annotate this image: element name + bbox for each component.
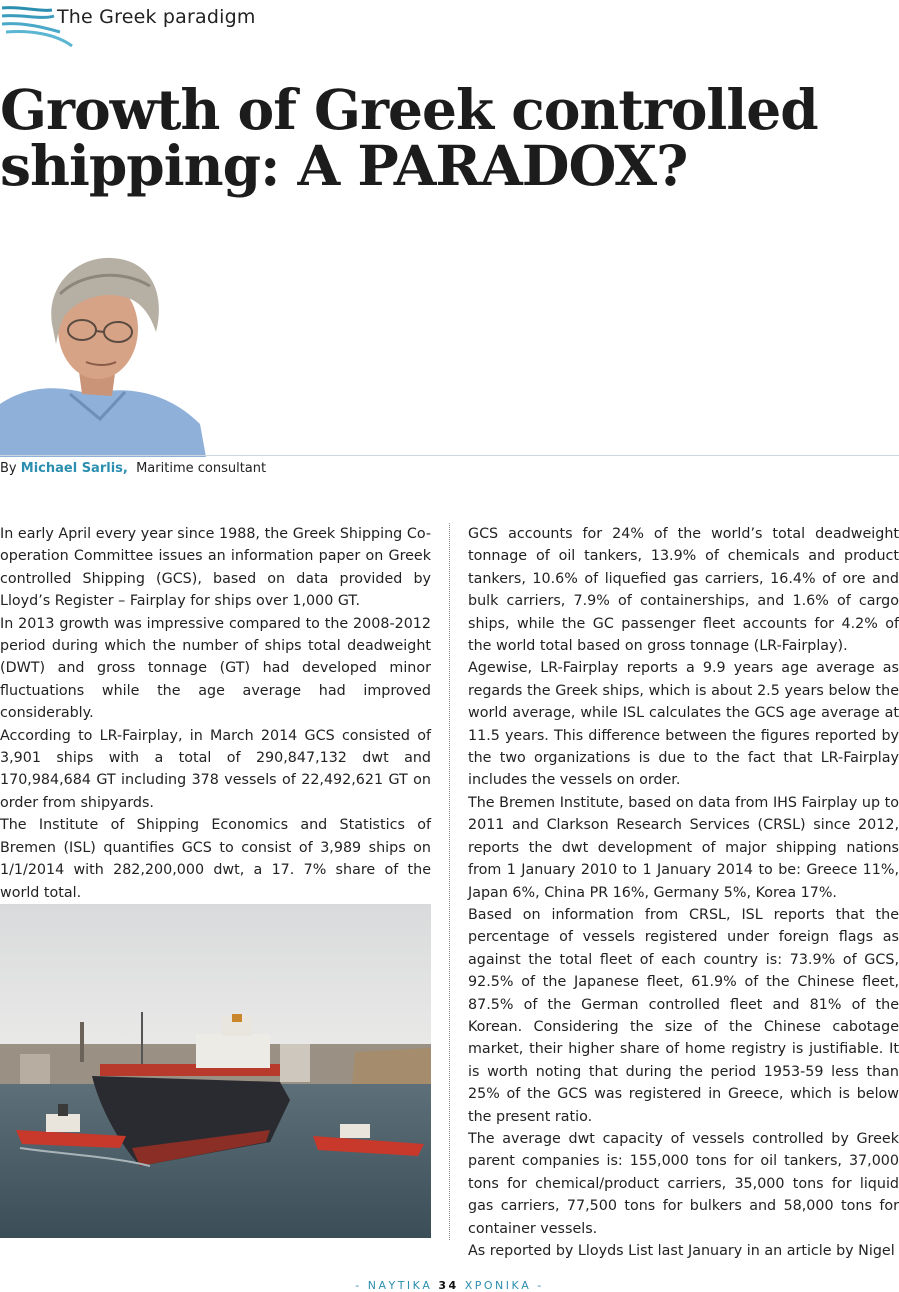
author-portrait bbox=[0, 244, 210, 457]
paragraph: In 2013 growth was impressive compared to the 2008-2012 period during which the number of ships total deadweight (DWT) and gross tonnage (GT) had developed minor fluctuations while the age average had improved considerably. bbox=[0, 615, 431, 722]
headline: Growth of Greek controlled shipping: A PARADOX? bbox=[0, 77, 818, 198]
author-name: Michael Sarlis, bbox=[20, 461, 128, 476]
author-role: Maritime consultant bbox=[136, 461, 267, 476]
left-column bbox=[0, 523, 431, 904]
paragraph: The Bremen Institute, based on data from IHS Fairplay up to 2011 and Clarkson Research Services (CRSL) since 2012, reports the dwt development of major shipping nations from 1 January 2010 to 1 January 2014 to be: Greece 11%, Japan 6%, China PR 16%, Germany 5%, Korea 17%. bbox=[468, 794, 899, 901]
paragraph: In early April every year since 1988, the Greek Shipping Co-operation Committee issues an information paper on Greek controlled Shipping (GCS), based on data provided by Lloyd’s Register – Fairplay for ships over 1,000 GT. bbox=[0, 526, 431, 610]
column-divider bbox=[449, 523, 450, 1240]
byline-rule bbox=[0, 455, 899, 456]
paragraph: As reported by Lloyds List last January in an article by Nigel bbox=[468, 1243, 895, 1259]
paragraph: Agewise, LR-Fairplay reports a 9.9 years age average as regards the Greek ships, which is about 2.5 years below the world average, while ISL calculates the GCS age average at 11.5 years. This difference between the figures reported by the two organizations is due to the fact that LR-Fairplay includes the vessels on order. bbox=[468, 660, 899, 789]
paragraph: Based on information from CRSL, ISL reports that the percentage of vessels registered under foreign flags as against the total fleet of each country is: 73.9% of GCS, 92.5% of the Japanese fleet, 61.9% of the Chinese fleet, 87.5% of the German controlled fleet and 81% of the Korean. Considering the size of the Chinese cabotage market, their higher share of home registry is justifiable. It is worth noting that during the period 1953-59 less than 25% of the GCS was registered in Greece, which is below the present ratio. bbox=[468, 906, 899, 1125]
footer-left: - ΝΑΥΤΙΚΑ bbox=[355, 1279, 433, 1292]
right-column bbox=[468, 523, 899, 1262]
footer-right: ΧΡΟΝΙΚΑ - bbox=[464, 1279, 544, 1292]
byline-prefix: By bbox=[0, 461, 17, 476]
ship-photo bbox=[0, 904, 431, 1238]
page-footer bbox=[0, 1279, 899, 1292]
paragraph: GCS accounts for 24% of the world’s total deadweight tonnage of oil tankers, 13.9% of chemicals and product tankers, 10.6% of liquefied gas carriers, 16.4% of ore and bulk carriers, 7.9% of containerships, and 1.6% of cargo ships, while the GC passenger fleet accounts for 4.2% of the world total based on gross tonnage (LR-Fairplay). bbox=[468, 526, 899, 655]
byline bbox=[0, 461, 266, 476]
section-tag: The Greek paradigm bbox=[57, 6, 256, 28]
paragraph: The average dwt capacity of vessels controlled by Greek parent companies is: 155,000 tons for oil tankers, 37,000 tons for chemical/product carriers, 35,000 tons for liquid gas carriers, 77,500 tons for bulkers and 58,000 tons for container vessels. bbox=[468, 1130, 899, 1237]
page-number: 34 bbox=[438, 1279, 459, 1292]
paragraph: According to LR-Fairplay, in March 2014 GCS consisted of 3,901 ships with a total of 290,847,132 dwt and 170,984,684 GT including 378 vessels of 22,492,621 GT on order from shipyards. bbox=[0, 727, 431, 811]
paragraph: The Institute of Shipping Economics and Statistics of Bremen (ISL) quantifies GCS to consist of 3,989 ships on 1/1/2014 with 282,200,000 dwt, a 17. 7% share of the world total. bbox=[0, 817, 431, 901]
